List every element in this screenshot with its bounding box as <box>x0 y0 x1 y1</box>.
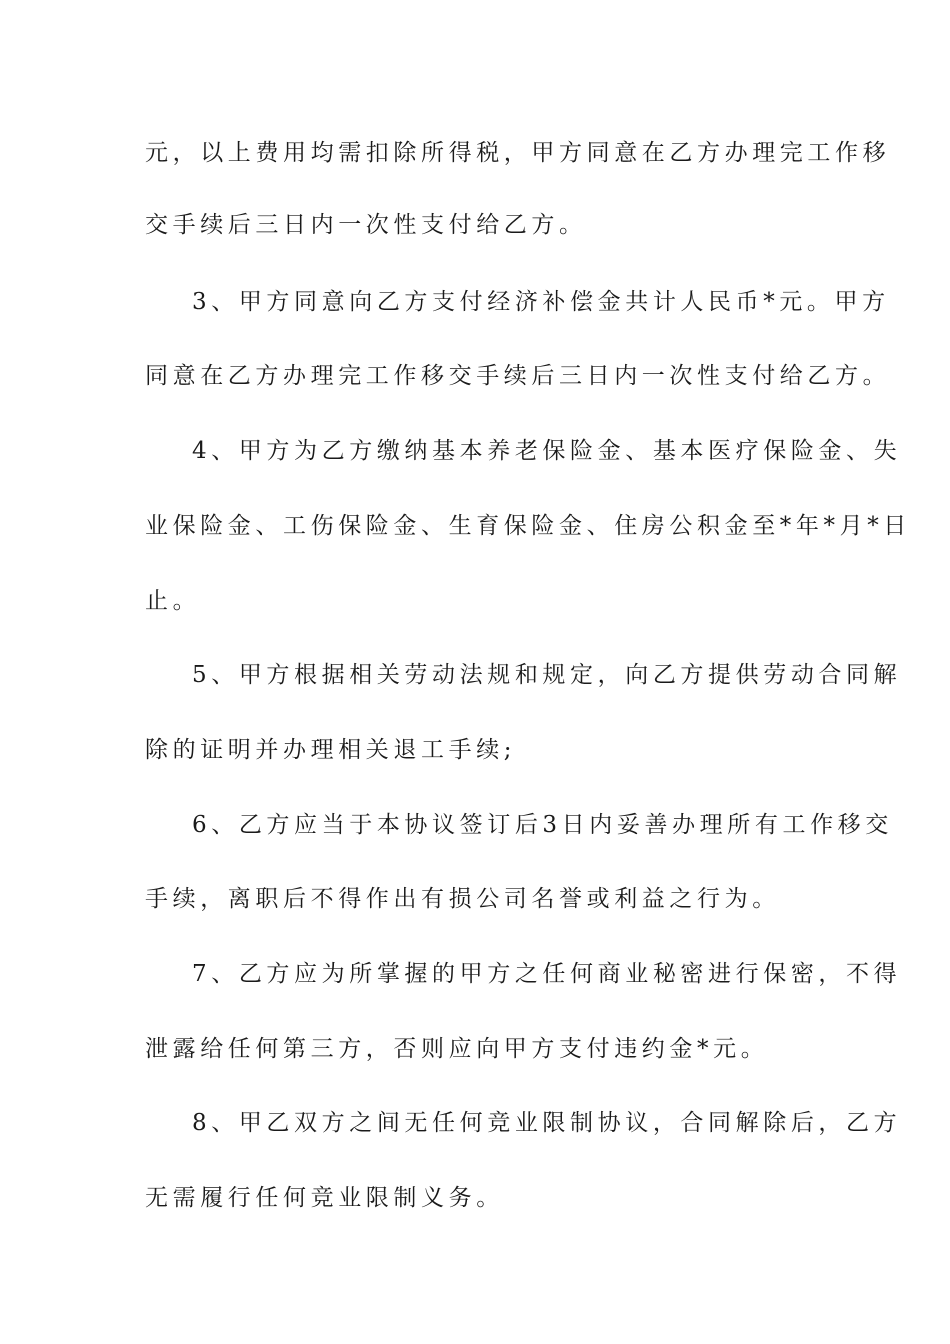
paragraph-5-line: 5、甲方根据相关劳动法规和规定，向乙方提供劳动合同解 <box>192 662 902 688</box>
text-line: 业保险金、工伤保险金、生育保险金、住房公积金至*年*月*日 <box>145 513 911 539</box>
text-line: 止。 <box>145 588 201 614</box>
paragraph-7-line: 7、乙方应为所掌握的甲方之任何商业秘密进行保密，不得 <box>192 961 902 987</box>
paragraph-6-line: 6、乙方应当于本协议签订后3日内妥善办理所有工作移交 <box>192 812 893 838</box>
text-line: 同意在乙方办理完工作移交手续后三日内一次性支付给乙方。 <box>145 363 891 389</box>
text-line: 除的证明并办理相关退工手续; <box>145 737 517 763</box>
text-line: 交手续后三日内一次性支付给乙方。 <box>145 212 587 238</box>
text-line: 元，以上费用均需扣除所得税，甲方同意在乙方办理完工作移 <box>145 140 891 166</box>
paragraph-8-line: 8、甲乙双方之间无任何竞业限制协议，合同解除后，乙方 <box>192 1110 902 1136</box>
text-line: 手续，离职后不得作出有损公司名誉或利益之行为。 <box>145 886 780 912</box>
paragraph-3-line: 3、甲方同意向乙方支付经济补偿金共计人民币*元。甲方 <box>192 289 890 315</box>
text-line: 无需履行任何竞业限制义务。 <box>145 1185 504 1211</box>
text-line: 泄露给任何第三方，否则应向甲方支付违约金*元。 <box>145 1036 769 1062</box>
paragraph-4-line: 4、甲方为乙方缴纳基本养老保险金、基本医疗保险金、失 <box>192 438 902 464</box>
